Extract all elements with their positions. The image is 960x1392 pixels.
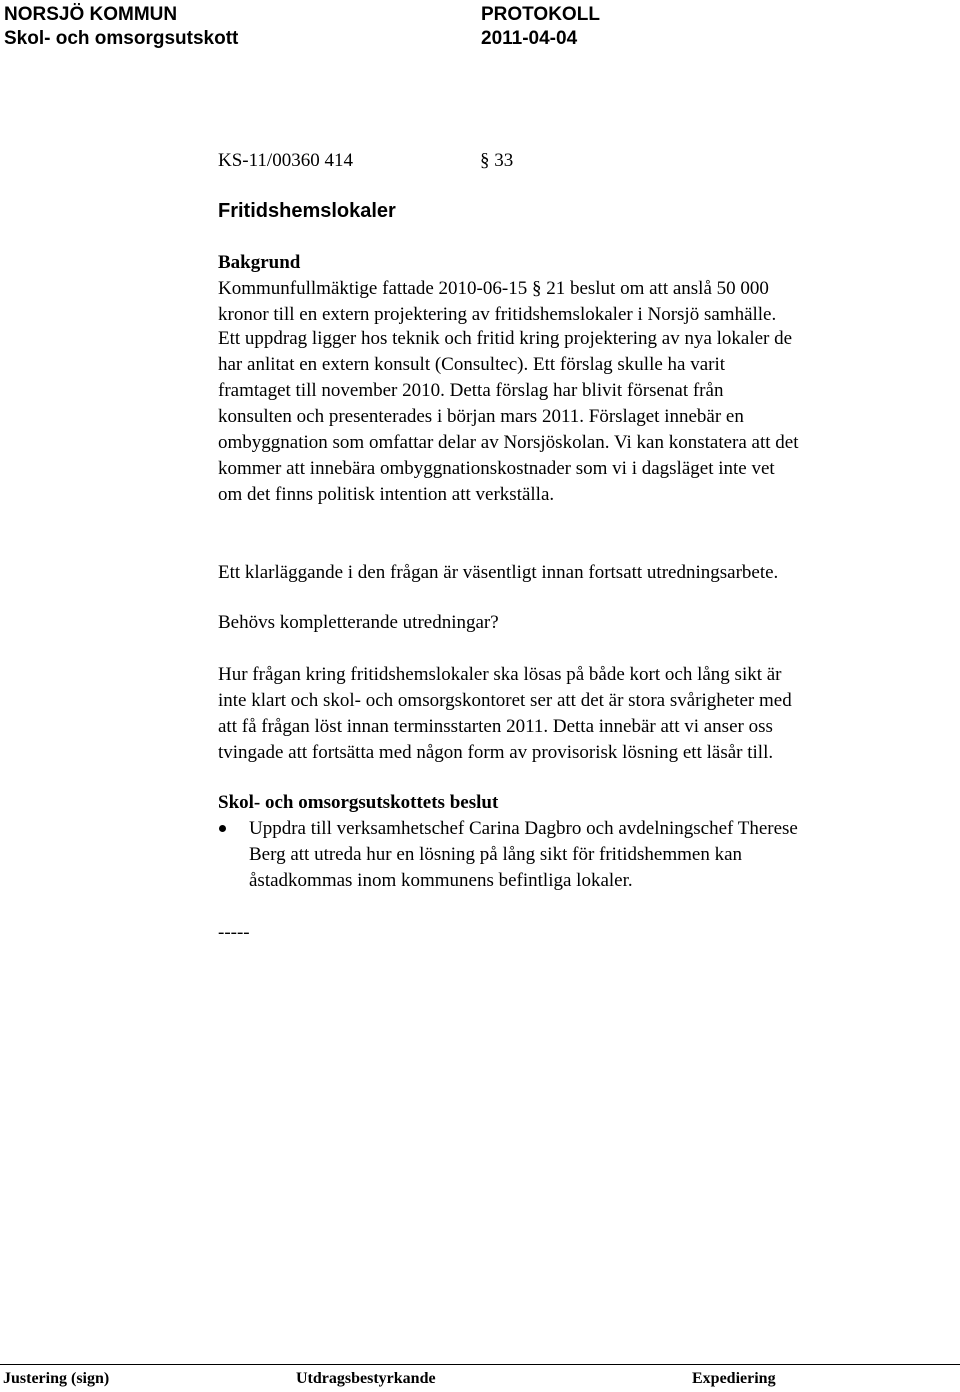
bullet-line: Berg att utreda hur en lösning på lång sikt för fritidshemmen kan [249, 844, 743, 865]
committee-name: Skol- och omsorgsutskott [4, 28, 239, 49]
bullet-line: åstadkommas inom kommunens befintliga lokaler. [249, 870, 633, 891]
paragraph-line: kommer att innebära ombyggnationskostnader som vi i dagsläget inte vet [218, 458, 775, 479]
paragraph-line: Kommunfullmäktige fattade 2010-06-15 § 21 beslut om att anslå 50 000 [218, 278, 769, 299]
paragraph-line: ombyggnation som omfattar delar av Norsjöskolan. Vi kan konstatera att det [218, 432, 799, 453]
footer-expediering: Expediering [692, 1370, 776, 1387]
paragraph-line: tvingade att fortsätta med någon form av provisorisk lösning ett läsår till. [218, 742, 774, 763]
org-name: NORSJÖ KOMMUN [4, 4, 178, 25]
section-heading-beslut: Skol- och omsorgsutskottets beslut [218, 792, 499, 813]
paragraph-line: om det finns politisk intention att verkställa. [218, 484, 555, 505]
paragraph-3: Ett klarläggande i den frågan är väsentligt innan fortsatt utredningsarbete. [218, 562, 779, 583]
paragraph-line: kronor till en extern projektering av fritidshemslokaler i Norsjö samhälle. [218, 304, 777, 325]
paragraph-line: Hur frågan kring fritidshemslokaler ska lösas på både kort och lång sikt är [218, 664, 782, 685]
paragraph-line: framtaget till november 2010. Detta förslag har blivit försenat från [218, 380, 724, 401]
footer-justering: Justering (sign) [3, 1370, 110, 1387]
bullet-line: Uppdra till verksamhetschef Carina Dagbro och avdelningschef Therese [249, 818, 798, 839]
doc-type: PROTOKOLL [481, 4, 600, 25]
bullet-icon [219, 825, 226, 832]
paragraph-number: § 33 [480, 150, 514, 171]
footer-divider [0, 1364, 960, 1365]
paragraph-line: att få frågan löst innan terminsstarten 2011. Detta innebär att vi anser oss [218, 716, 773, 737]
paragraph-line: inte klart och skol- och omsorgskontoret ser att det är stora svårigheter med [218, 690, 792, 711]
page-title: Fritidshemslokaler [218, 200, 396, 222]
paragraph-line: konsulten och presenterades i början mars 2011. Förslaget innebär en [218, 406, 744, 427]
meeting-date: 2011-04-04 [481, 28, 578, 49]
paragraph-4: Behövs kompletterande utredningar? [218, 612, 499, 633]
paragraph-5 [218, 662, 938, 766]
section-heading-bakgrund: Bakgrund [218, 252, 301, 273]
paragraph-line: Ett uppdrag ligger hos teknik och fritid kring projektering av nya lokaler de [218, 328, 793, 349]
paragraph-1 [218, 276, 938, 328]
footer-utdragsbestyrkande: Utdragsbestyrkande [296, 1370, 436, 1387]
paragraph-line: har anlitat en extern konsult (Consultec). Ett förslag skulle ha varit [218, 354, 726, 375]
separator: ----- [218, 922, 250, 943]
decision-bullet [249, 816, 939, 894]
paragraph-2 [218, 326, 938, 508]
case-number: KS-11/00360 414 [218, 150, 353, 171]
